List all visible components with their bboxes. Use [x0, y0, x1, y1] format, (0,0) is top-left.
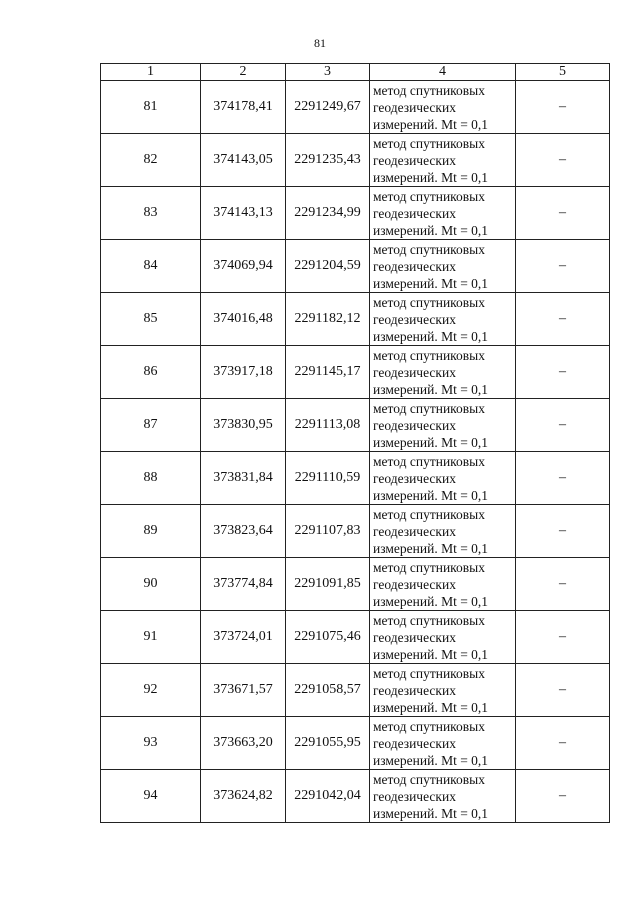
method-line-3: измерений. Mt = 0,1 — [373, 699, 489, 715]
method-cell — [370, 664, 516, 717]
point-number: 93 — [101, 717, 201, 770]
method-cell — [370, 452, 516, 505]
table-row — [101, 770, 610, 823]
method-line-1: метод спутниковых — [373, 82, 485, 98]
remarks-cell: – — [516, 187, 610, 240]
coord-x: 373663,20 — [201, 717, 286, 770]
remarks-cell: – — [516, 240, 610, 293]
method-line-2: геодезических — [373, 364, 456, 380]
method-line-1: метод спутниковых — [373, 188, 485, 204]
method-line-3: измерений. Mt = 0,1 — [373, 593, 489, 609]
method-line-1: метод спутниковых — [373, 665, 485, 681]
header-col-4: 4 — [370, 64, 516, 81]
header-col-5: 5 — [516, 64, 610, 81]
table-row — [101, 187, 610, 240]
method-cell — [370, 770, 516, 823]
method-line-3: измерений. Mt = 0,1 — [373, 752, 489, 768]
remarks-cell: – — [516, 399, 610, 452]
point-number: 89 — [101, 505, 201, 558]
coord-x: 374143,05 — [201, 134, 286, 187]
table-row — [101, 452, 610, 505]
method-line-2: геодезических — [373, 788, 456, 804]
coord-y: 2291113,08 — [286, 399, 370, 452]
coord-y: 2291042,04 — [286, 770, 370, 823]
method-line-1: метод спутниковых — [373, 559, 485, 575]
coord-y: 2291235,43 — [286, 134, 370, 187]
method-line-3: измерений. Mt = 0,1 — [373, 169, 489, 185]
remarks-cell: – — [516, 81, 610, 134]
remarks-cell: – — [516, 346, 610, 399]
table-row — [101, 293, 610, 346]
method-line-1: метод спутниковых — [373, 241, 485, 257]
method-line-2: геодезических — [373, 258, 456, 274]
point-number: 88 — [101, 452, 201, 505]
method-cell — [370, 240, 516, 293]
method-line-1: метод спутниковых — [373, 771, 485, 787]
method-line-3: измерений. Mt = 0,1 — [373, 646, 489, 662]
coordinates-table — [100, 63, 610, 823]
method-line-2: геодезических — [373, 682, 456, 698]
method-line-3: измерений. Mt = 0,1 — [373, 487, 489, 503]
coord-x: 373917,18 — [201, 346, 286, 399]
point-number: 92 — [101, 664, 201, 717]
method-cell — [370, 399, 516, 452]
table-row — [101, 717, 610, 770]
coord-y: 2291075,46 — [286, 611, 370, 664]
header-col-3: 3 — [286, 64, 370, 81]
method-line-2: геодезических — [373, 470, 456, 486]
method-line-1: метод спутниковых — [373, 612, 485, 628]
method-line-2: геодезических — [373, 417, 456, 433]
method-line-2: геодезических — [373, 152, 456, 168]
point-number: 84 — [101, 240, 201, 293]
table-row — [101, 505, 610, 558]
coord-y: 2291107,83 — [286, 505, 370, 558]
page-number: 81 — [314, 36, 326, 50]
coord-x: 373774,84 — [201, 558, 286, 611]
table-body — [101, 81, 610, 823]
header-row — [101, 64, 610, 81]
point-number: 94 — [101, 770, 201, 823]
method-line-2: геодезических — [373, 205, 456, 221]
coord-y: 2291110,59 — [286, 452, 370, 505]
point-number: 82 — [101, 134, 201, 187]
remarks-cell: – — [516, 717, 610, 770]
point-number: 91 — [101, 611, 201, 664]
method-line-2: геодезических — [373, 311, 456, 327]
point-number: 85 — [101, 293, 201, 346]
remarks-cell: – — [516, 770, 610, 823]
point-number: 87 — [101, 399, 201, 452]
table-row — [101, 240, 610, 293]
table-row — [101, 558, 610, 611]
method-line-1: метод спутниковых — [373, 718, 485, 734]
method-line-1: метод спутниковых — [373, 135, 485, 151]
method-line-2: геодезических — [373, 576, 456, 592]
method-cell — [370, 187, 516, 240]
coord-x: 373831,84 — [201, 452, 286, 505]
method-line-3: измерений. Mt = 0,1 — [373, 116, 489, 132]
method-cell — [370, 717, 516, 770]
point-number: 81 — [101, 81, 201, 134]
method-line-1: метод спутниковых — [373, 506, 485, 522]
coord-x: 373671,57 — [201, 664, 286, 717]
coord-x: 374178,41 — [201, 81, 286, 134]
header-col-2: 2 — [201, 64, 286, 81]
method-line-2: геодезических — [373, 629, 456, 645]
table-header — [101, 64, 610, 81]
table-row — [101, 346, 610, 399]
method-cell — [370, 134, 516, 187]
point-number: 83 — [101, 187, 201, 240]
method-cell — [370, 293, 516, 346]
coord-y: 2291249,67 — [286, 81, 370, 134]
method-line-3: измерений. Mt = 0,1 — [373, 275, 489, 291]
remarks-cell: – — [516, 505, 610, 558]
remarks-cell: – — [516, 664, 610, 717]
method-line-1: метод спутниковых — [373, 400, 485, 416]
method-line-3: измерений. Mt = 0,1 — [373, 805, 489, 821]
header-col-1: 1 — [101, 64, 201, 81]
method-line-2: геодезических — [373, 735, 456, 751]
method-line-1: метод спутниковых — [373, 347, 485, 363]
coord-y: 2291234,99 — [286, 187, 370, 240]
coord-y: 2291091,85 — [286, 558, 370, 611]
table-row — [101, 81, 610, 134]
method-line-2: геодезических — [373, 99, 456, 115]
coord-x: 374143,13 — [201, 187, 286, 240]
point-number: 90 — [101, 558, 201, 611]
coord-x: 373724,01 — [201, 611, 286, 664]
coord-x: 373624,82 — [201, 770, 286, 823]
table-row — [101, 611, 610, 664]
coord-x: 374016,48 — [201, 293, 286, 346]
method-line-1: метод спутниковых — [373, 453, 485, 469]
method-line-3: измерений. Mt = 0,1 — [373, 381, 489, 397]
method-line-3: измерений. Mt = 0,1 — [373, 222, 489, 238]
coord-x: 373830,95 — [201, 399, 286, 452]
coord-x: 373823,64 — [201, 505, 286, 558]
method-cell — [370, 346, 516, 399]
method-line-3: измерений. Mt = 0,1 — [373, 540, 489, 556]
method-cell — [370, 81, 516, 134]
method-cell — [370, 558, 516, 611]
method-cell — [370, 505, 516, 558]
method-line-2: геодезических — [373, 523, 456, 539]
point-number: 86 — [101, 346, 201, 399]
remarks-cell: – — [516, 134, 610, 187]
coord-y: 2291204,59 — [286, 240, 370, 293]
remarks-cell: – — [516, 452, 610, 505]
method-line-1: метод спутниковых — [373, 294, 485, 310]
coord-y: 2291145,17 — [286, 346, 370, 399]
remarks-cell: – — [516, 611, 610, 664]
remarks-cell: – — [516, 558, 610, 611]
method-cell — [370, 611, 516, 664]
table-row — [101, 399, 610, 452]
coord-x: 374069,94 — [201, 240, 286, 293]
method-line-3: измерений. Mt = 0,1 — [373, 434, 489, 450]
table-row — [101, 134, 610, 187]
coord-y: 2291182,12 — [286, 293, 370, 346]
method-line-3: измерений. Mt = 0,1 — [373, 328, 489, 344]
coord-y: 2291058,57 — [286, 664, 370, 717]
coord-y: 2291055,95 — [286, 717, 370, 770]
table-row — [101, 664, 610, 717]
remarks-cell: – — [516, 293, 610, 346]
